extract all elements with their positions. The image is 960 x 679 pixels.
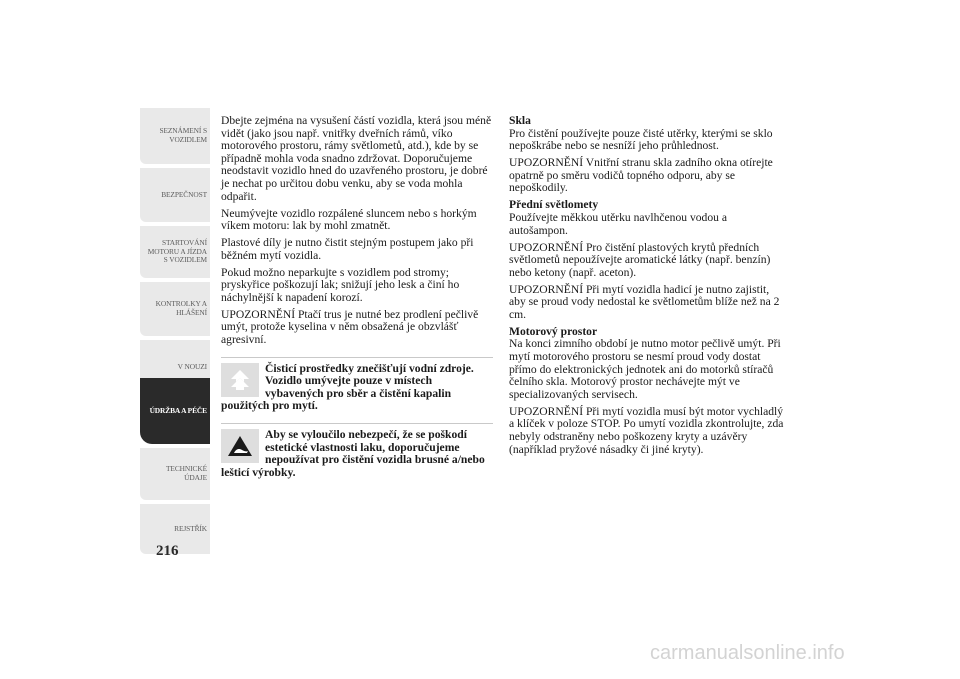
- tab-startovani[interactable]: STARTOVÁNÍ MOTORU A JÍZDA S VOZIDLEM: [140, 226, 210, 278]
- tab-rejstrik[interactable]: REJSTŘÍK: [140, 504, 210, 554]
- paragraph: Pro čistění používejte pouze čisté utěrky, kterými se sklo nepoškrábe nebo se nesníží jeho průhlednost.: [509, 126, 773, 153]
- watermark: carmanualsonline.info: [650, 642, 845, 664]
- right-column: [509, 115, 787, 461]
- warning-note: [221, 429, 493, 479]
- tab-bezpecnost[interactable]: BEZPEČNOST: [140, 168, 210, 222]
- leaf-icon: [221, 363, 259, 397]
- paragraph: UPOZORNĚNÍ Při mytí vozidla musí být motor vychladlý a klíček v poloze STOP. Po umytí vozidla zkontrolujte, zda nebyly odstraněny nebo poškozeny kryty a uzávěry (například pryžové násadky či jiné kryty).: [509, 404, 784, 456]
- paragraph: Používejte měkkou utěrku navlhčenou vodou a autošampon.: [509, 210, 727, 237]
- warning-triangle-icon: [221, 429, 259, 463]
- note-text: Aby se vyloučilo nebezpečí, že se poškodí estetické vlastnosti laku, doporučujeme nepoužívat pro čistění vozidla brusné a/nebo lešticí výrobky.: [221, 428, 485, 479]
- divider: [221, 357, 493, 358]
- tab-seznameni[interactable]: SEZNÁMENÍ S VOZIDLEM: [140, 108, 210, 164]
- paragraph: Pokud možno neparkujte s vozidlem pod stromy; pryskyřice poškozují lak; snižují jeho lesk a činí ho náchylnější k napadení korozí.: [221, 265, 460, 304]
- section-heading: Přední světlomety: [509, 198, 599, 212]
- divider: [221, 423, 493, 424]
- tab-udrzba[interactable]: ÚDRŽBA A PÉČE: [140, 378, 210, 444]
- section-heading: Skla: [509, 114, 531, 127]
- paragraph: Dbejte zejména na vysušení částí vozidla, která jsou méně vidět (jako jsou např. vnitřky dveřních rámů, víko motorového prostoru, rámy světlometů, atd.), kde by se případně mohla voda snadno zdržovat. Doporučujeme neodstavit vozidlo hned do uzavřeného prostoru, je dobré je nechat po určitou dobu venku, aby se voda mohla odpařit.: [221, 114, 492, 203]
- paragraph: UPOZORNĚNÍ Při mytí vozidla hadicí je nutno zajistit, aby se proud vody nedostal ke světlometům blíže než na 2 cm.: [509, 282, 780, 321]
- paragraph: Neumývejte vozidlo rozpálené sluncem nebo s horkým víkem motoru: lak by mohl zmatnět.: [221, 206, 477, 233]
- paragraph: Na konci zimního období je nutno motor pečlivě umýt. Při mytí motorového prostoru se nesmí proud vody dostat přímo do elektronických jednotek ani do motorků stíračů čelního skla. Motorový prostor nechávejte mýt ve specializovaných servisech.: [509, 337, 781, 401]
- note-text: Čisticí prostředky znečišťují vodní zdroje. Vozidlo umývejte pouze v místech vybavených pro sběr a čistění kapalin použitých pro mytí.: [221, 361, 474, 413]
- page-number: 216: [156, 543, 179, 559]
- paragraph: UPOZORNĚNÍ Vnitřní stranu skla zadního okna otírejte opatrně po směru vodičů topného odporu, aby se nepoškodily.: [509, 156, 773, 195]
- paragraph: UPOZORNĚNÍ Pro čistění plastových krytů předních světlometů nepoužívejte aromatické látky (např. benzín) nebo ketony (např. aceton).: [509, 240, 771, 279]
- left-column: [221, 115, 493, 479]
- tab-technicke[interactable]: TECHNICKÉ ÚDAJE: [140, 448, 210, 500]
- paragraph: UPOZORNĚNÍ Ptačí trus je nutné bez prodlení pečlivě umýt, protože kyselina v něm obsažená je obzvlášť agresivní.: [221, 307, 479, 347]
- environment-note: [221, 363, 493, 413]
- section-heading: Motorový prostor: [509, 324, 598, 338]
- tab-kontrolky[interactable]: KONTROLKY A HLÁŠENÍ: [140, 282, 210, 336]
- tab-v-nouzi[interactable]: V NOUZI: [140, 340, 210, 394]
- paragraph: Plastové díly je nutno čistit stejným postupem jako při běžném mytí vozidla.: [221, 236, 474, 262]
